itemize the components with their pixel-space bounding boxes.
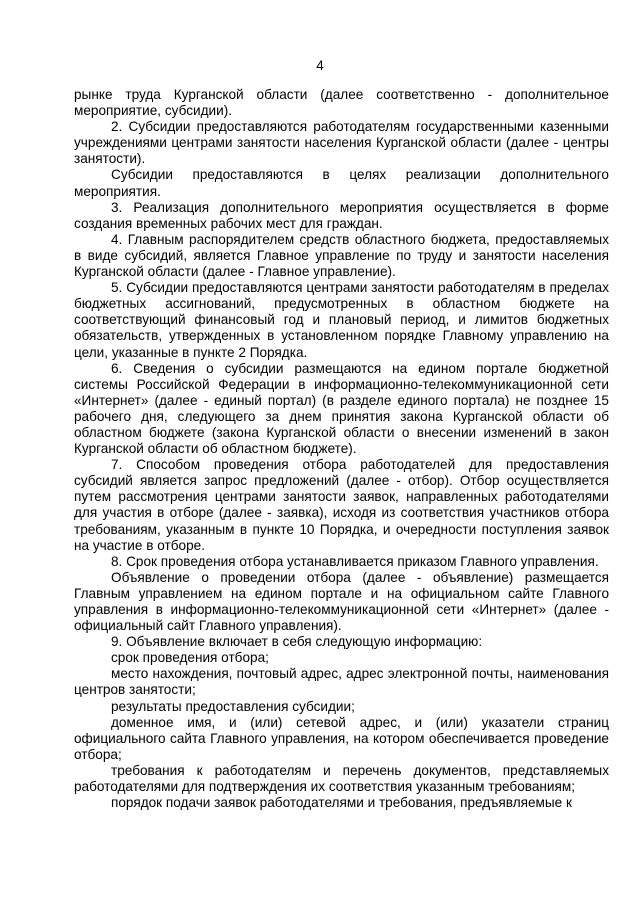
page-number: 4 <box>316 58 324 73</box>
list-item-selection-period: срок проведения отбора; <box>111 650 269 666</box>
paragraph-clause-2: 2. Субсидии предоставляются работодателям государственными казенными учреждениями центрами занятости населения Курганской области (далее - центры занятости). <box>74 119 609 167</box>
paragraph-clause-8: 8. Срок проведения отбора устанавливается приказом Главного управления. <box>111 553 599 569</box>
list-item-domain-name: доменное имя, и (или) сетевой адрес, и (или) указатели страниц официального сайта Главного управления, на котором обеспечивается проведение отбора; <box>74 714 609 762</box>
document-body <box>74 87 609 811</box>
paragraph-continuation: рынке труда Курганской области (далее соответственно - дополнительное мероприятие, субсидии). <box>74 87 609 119</box>
paragraph-clause-9: 9. Объявление включает в себя следующую информацию: <box>111 634 483 650</box>
list-item-results: результаты предоставления субсидии; <box>111 698 355 714</box>
paragraph-clause-3: 3. Реализация дополнительного мероприятия осуществляется в форме создания временных рабочих мест для граждан. <box>74 199 609 231</box>
paragraph-clause-4: 4. Главным распорядителем средств областного бюджета, предоставляемых в виде субсидий, является Главное управление по труду и занятости населения Курганской области (далее - Главное управление). <box>74 231 609 280</box>
paragraph-announcement: Объявление о проведении отбора (далее - объявление) размещается Главным управлением на едином портале и на официальном сайте Главного управления в информационно-телекоммуникационной сети «Интернет» (далее - официальный сайт Главного управления). <box>74 569 609 634</box>
paragraph-purpose: Субсидии предоставляются в целях реализации дополнительного мероприятия. <box>74 167 609 199</box>
list-item-location-address: место нахождения, почтовый адрес, адрес электронной почты, наименования центров занятости; <box>74 666 609 698</box>
paragraph-clause-6: 6. Сведения о субсидии размещаются на едином портале бюджетной системы Российской Федерации в информационно-телекоммуникационной сети «Интернет» (далее - единый портал) (в разделе единого портала) не позднее 15 рабочего дня, следующего за днем принятия закона Курганской области об областном бюджете (закона Курганской области о внесении изменений в закон Курганской области об областном бюджете). <box>74 360 609 457</box>
paragraph-clause-7: 7. Способом проведения отбора работодателей для предоставления субсидий является запрос предложений (далее - отбор). Отбор осуществляется путем рассмотрения центрами занятости заявок, направленных работодателями для участия в отборе (далее - заявка), исходя из соответствия участников отбора требованиям, указанным в пункте 10 Порядка, и очередности поступления заявок на участие в отборе. <box>74 457 609 553</box>
paragraph-clause-5: 5. Субсидии предоставляются центрами занятости работодателям в пределах бюджетных ассигнований, предусмотренных в областном бюджете на соответствующий финансовый год и плановый период, и лимитов бюджетных обязательств, утвержденных в установленном порядке Главному управлению на цели, указанные в пункте 2 Порядка. <box>74 280 609 360</box>
list-item-requirements: требования к работодателям и перечень документов, представляемых работодателями для подтверждения их соответствия указанным требованиям; <box>74 762 609 795</box>
list-item-application-procedure: порядок подачи заявок работодателями и требования, предъявляемые к <box>111 795 572 811</box>
